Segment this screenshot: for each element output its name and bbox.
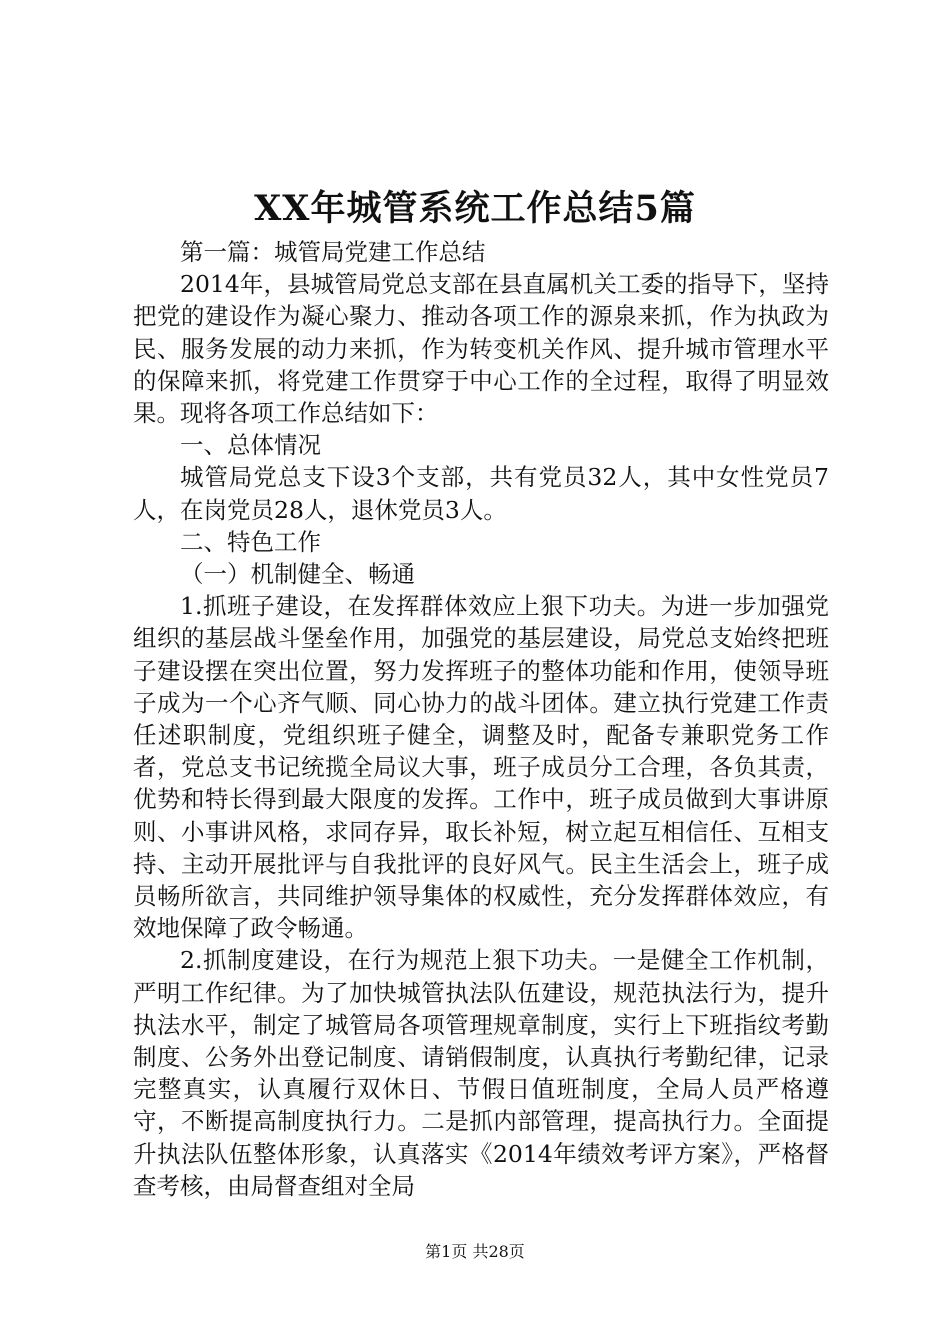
overview-paragraph: 城管局党总支下设3个支部，共有党员32人，其中女性党员7人，在岗党员28人，退休党员3人。 (133, 463, 829, 524)
subsection-heading-mechanism: （一）机制健全、畅通 (180, 560, 415, 589)
page-number-footer: 第1页 共28页 (425, 1242, 525, 1261)
section-heading-featured-work: 二、特色工作 (180, 527, 321, 556)
intro-paragraph: 2014年，县城管局党总支部在县直属机关工委的指导下，坚持把党的建设作为凝心聚力、推动各项工作的源泉来抓，作为执政为民、服务发展的动力来抓，作为转变机关作风、提升城市管理水平的保障来抓，将党建工作贯穿于中心工作的全过程，取得了明显效果。现将各项工作总结如下： (133, 270, 829, 428)
section-heading-part-one: 第一篇：城管局党建工作总结 (180, 238, 486, 266)
system-building-paragraph: 2.抓制度建设，在行为规范上狠下功夫。一是健全工作机制，严明工作纪律。为了加快城管执法队伍建设，规范执法行为，提升执法水平，制定了城管局各项管理规章制度，实行上下班指纹考勤制度、公务外出登记制度、请销假制度，认真执行考勤纪律，记录完整真实，认真履行双休日、节假日值班制度，全局人员严格遵守，不断提高制度执行力。二是抓内部管理，提高执行力。全面提升执法队伍整体形象，认真落实《2014年绩效考评方案》，严格督查考核，由局督查组对全局 (133, 946, 829, 1200)
document-title: XX年城管系统工作总结5篇 (254, 188, 696, 229)
section-heading-overview: 一、总体情况 (180, 431, 321, 460)
document-body (133, 236, 829, 1202)
team-building-paragraph: 1.抓班子建设，在发挥群体效应上狠下功夫。为进一步加强党组织的基层战斗堡垒作用，加强党的基层建设，局党总支始终把班子建设摆在突出位置，努力发挥班子的整体功能和作用，使领导班子成为一个心齐气顺、同心协力的战斗团体。建立执行党建工作责任述职制度，党组织班子健全，调整及时，配备专兼职党务工作者，党总支书记统揽全局议大事，班子成员分工合理，各负其责，优势和特长得到最大限度的发挥。工作中，班子成员做到大事讲原则、小事讲风格，求同存异，取长补短，树立起互相信任、互相支持、主动开展批评与自我批评的良好风气。民主生活会上，班子成员畅所欲言，共同维护领导集体的权威性，充分发挥群体效应，有效地保障了政令畅通。 (133, 592, 829, 943)
